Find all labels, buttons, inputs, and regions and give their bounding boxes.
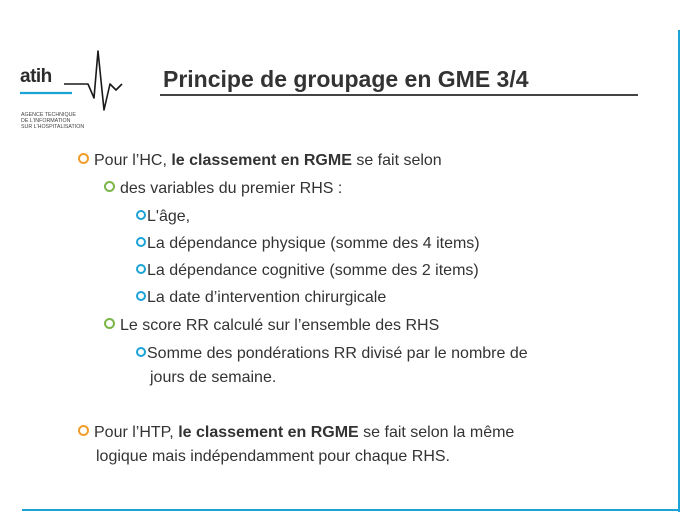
variables-intro-text: des variables du premier RHS :	[120, 180, 343, 197]
blue-ring-bullet-icon	[136, 264, 146, 274]
htp-bullet	[78, 424, 514, 442]
slide-title: Principe de groupage en GME 3/4	[163, 66, 529, 92]
blue-ring-bullet-icon	[136, 237, 146, 247]
variable-item	[136, 262, 479, 280]
logo-subtitle-line: AGENCE TECHNIQUE	[21, 112, 76, 118]
orange-ring-bullet-icon	[78, 153, 89, 164]
variable-item	[136, 208, 190, 226]
right-border-rule	[678, 30, 680, 512]
blue-ring-bullet-icon	[136, 347, 146, 357]
logo-subtitle	[21, 112, 84, 130]
variable-item-text: La dépendance cognitive (somme des 2 items)	[147, 262, 479, 279]
score-detail-continuation: jours de semaine.	[150, 369, 277, 386]
score-detail-bullet	[136, 345, 528, 363]
htp-bold: le classement en RGME	[178, 424, 359, 441]
hc-bullet	[78, 152, 442, 170]
htp-suffix: se fait selon la même	[358, 424, 515, 441]
variable-item-text: La date d’intervention chirurgicale	[147, 289, 387, 306]
bottom-border-rule	[22, 509, 680, 511]
score-detail-line1: Somme des pondérations RR divisé par le nombre de	[147, 345, 528, 362]
logo-subtitle-line: DE L'INFORMATION	[21, 118, 71, 124]
variables-intro-bullet	[104, 180, 342, 198]
logo-name: atih	[20, 66, 52, 87]
blue-ring-bullet-icon	[136, 291, 146, 301]
variable-item-text: La dépendance physique (somme des 4 items)	[147, 235, 480, 252]
blue-ring-bullet-icon	[136, 210, 146, 220]
variable-item-text: L'âge,	[147, 208, 191, 225]
title-underline	[160, 94, 638, 96]
hc-suffix: se fait selon	[351, 152, 442, 169]
logo-subtitle-line: SUR L'HOSPITALISATION	[21, 124, 85, 130]
orange-ring-bullet-icon	[78, 425, 89, 436]
green-ring-bullet-icon	[104, 318, 115, 329]
hc-prefix: Pour l’HC,	[94, 152, 172, 169]
hc-bold: le classement en RGME	[171, 152, 352, 169]
variable-item	[136, 235, 480, 253]
score-intro-text: Le score RR calculé sur l’ensemble des RHS	[120, 317, 440, 334]
variable-item	[136, 289, 386, 307]
htp-continuation: logique mais indépendamment pour chaque RHS.	[96, 448, 450, 465]
atih-logo	[18, 48, 130, 138]
htp-prefix: Pour l’HTP,	[94, 424, 179, 441]
green-ring-bullet-icon	[104, 181, 115, 192]
score-intro-bullet	[104, 317, 439, 335]
